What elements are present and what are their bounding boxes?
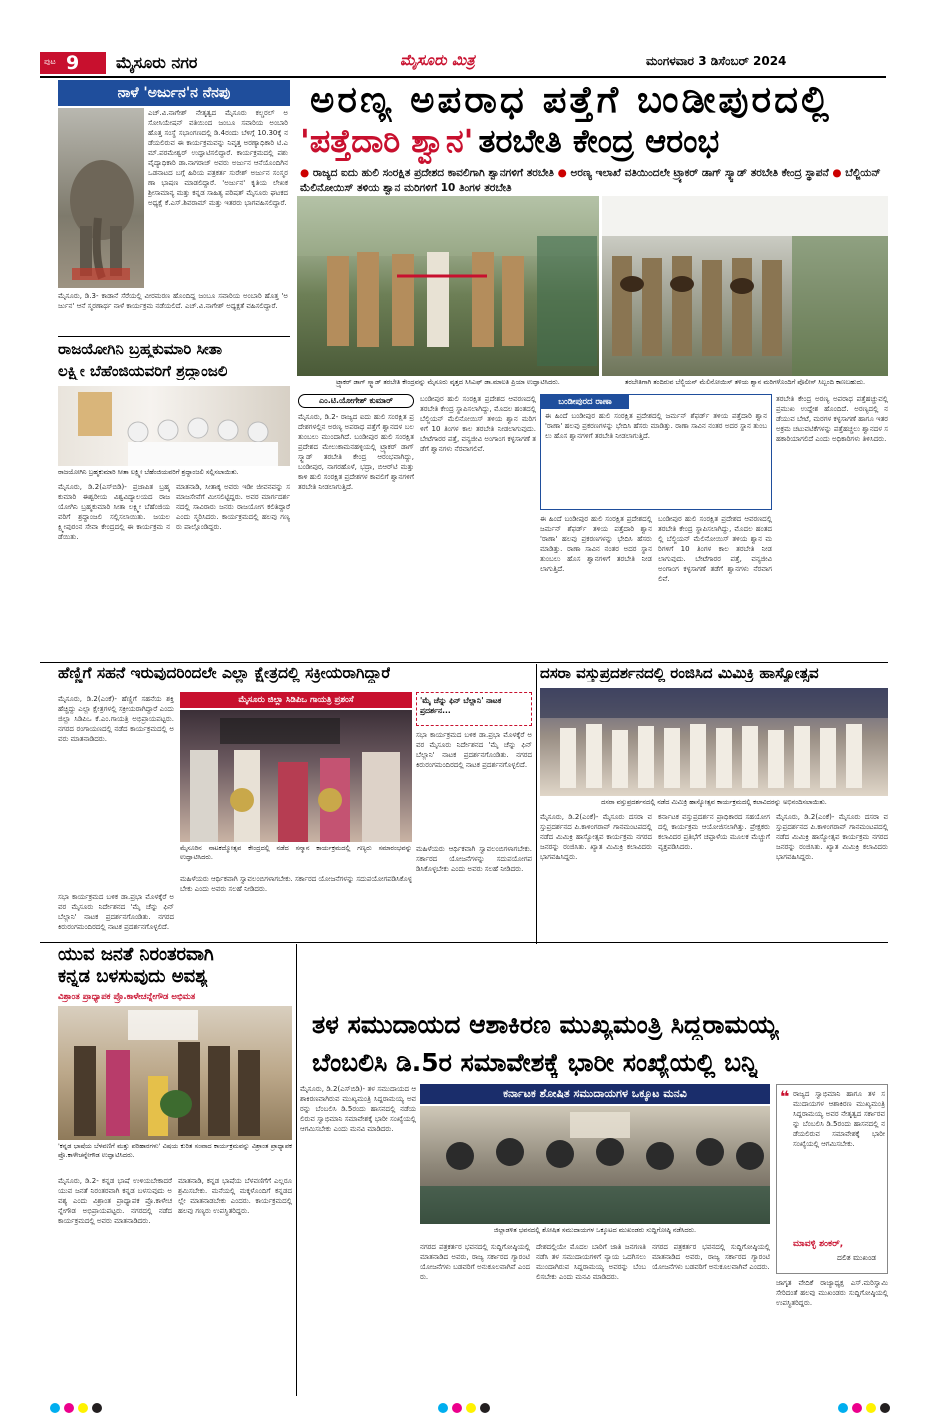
cm-col-2: ನಗರದ ಪತ್ರಕರ್ತರ ಭವನದಲ್ಲಿ ಸುದ್ದಿಗೋಷ್ಠಿಯಲ್ಲಿ ಮಾತನಾಡಿದ ಅವರು, ರಾಜ್ಯ ಸರ್ಕಾರದ ಗ್ಯಾರಂಟಿ ಯೋಜನೆಗಳು ಬಡವರಿಗೆ ಅನುಕೂಲವಾಗಿವೆ ಎಂದರು. (420, 1243, 530, 1281)
arjuna-caption: ಮೈಸೂರು, ಡಿ.3- ಕಾಡಾನೆ ಸೆರೆಯಲ್ಲಿ ವೀರಮರಣ ಹೊಂದಿದ್ದ ಜಂಬೂ ಸವಾರಿಯ ಅಂಬಾರಿ ಹೊತ್ತ 'ಅರ್ಜುನ' ಆನೆ ಸ್ಮರಣಾರ್ಥ ನಾಳೆ ಕಾರ್ಯಕ್ರಮ ನಡೆಯಲಿದೆ. ಎಚ್.ವಿ.ನಾಗೇಶ್ ಅಧ್ಯಕ್ಷತೆ ವಹಿಸಲಿದ್ದಾರೆ. (58, 292, 288, 310)
cm-quote-role: ದಲಿತ ಮುಖಂಡ (837, 1253, 877, 1262)
women-col-4: ಮಹಿಳೆಯರು ಆರ್ಥಿಕವಾಗಿ ಸ್ವಾವಲಂಬಿಗಳಾಗಬೇಕು. ಸರ್ಕಾರದ ಯೋಜನೆಗಳನ್ನು ಸದುಪಯೋಗಪಡಿಸಿಕೊಳ್ಳಬೇಕು ಎಂದು ಅವರು ಸಲಹೆ ನೀಡಿದರು. (416, 845, 532, 873)
women-col-2: ಮಹಿಳೆಯರು ಆರ್ಥಿಕವಾಗಿ ಸ್ವಾವಲಂಬಿಗಳಾಗಬೇಕು. ಸರ್ಕಾರದ ಯೋಜನೆಗಳನ್ನು ಸದುಪಯೋಗಪಡಿಸಿಕೊಳ್ಳಬೇಕು ಎಂದು ಅವರು ಸಲಹೆ ನೀಡಿದರು. (180, 875, 412, 893)
registration-dot-black (92, 1403, 102, 1413)
lead-photo-1 (297, 196, 599, 376)
women-headline: ಹೆಣ್ಣಿಗೆ ಸಹನೆ ಇರುವುದರಿಂದಲೇ ಎಲ್ಲಾ ಕ್ಷೇತ್ರದಲ್ಲಿ ಸಕ್ರೀಯರಾಗಿದ್ದಾರೆ (58, 664, 391, 682)
bullet-icon: ● (557, 167, 567, 179)
lead-col-4: ತರಬೇತಿ ಕೇಂದ್ರ ಅರಣ್ಯ ಅಪರಾಧ ಪತ್ತೆಹಚ್ಚುವಲ್ಲಿ ಪ್ರಮುಖ ಉದ್ದೇಶ ಹೊಂದಿದೆ. ಅರಣ್ಯದಲ್ಲಿ ನಡೆಯುವ ಬೇಟೆ, ಮರಗಳ ಕಳ್ಳಸಾಗಣೆ ಹಾಗೂ ಇತರ ಅಕ್ರಮ ಚಟುವಟಿಕೆಗಳನ್ನು ಪತ್ತೆಹಚ್ಚಲು ಶ್ವಾನದಳ ಸಹಕಾರಿಯಾಗಲಿದೆ ಎಂದು ಅಧಿಕಾರಿಗಳು ತಿಳಿಸಿದರು. (776, 395, 888, 443)
lead-col-1: ಮೈಸೂರು, ಡಿ.2- ರಾಜ್ಯದ ಐದು ಹುಲಿ ಸಂರಕ್ಷಿತ ಪ್ರದೇಶಗಳಲ್ಲಿನ ಅರಣ್ಯ ಅಪರಾಧ ಪತ್ತೆಗೆ ಶ್ವಾನದಳ ಬಲ ತುಂಬಲು ಮುಂದಾಗಿದೆ. ಬಂಡೀಪುರ ಹುಲಿ ಸಂರಕ್ಷಿತ ಪ್ರದೇಶದ ಮೇಲುಕಾಮನಹಳ್ಳಿಯಲ್ಲಿ ಟ್ರ್ಯಾಕರ್ ಡಾಗ್ ಸ್ಕ್ವಾಡ್ ತರಬೇತಿ ಕೇಂದ್ರ ಆರಂಭವಾಗಿದ್ದು, ಬಂಡೀಪುರ, ನಾಗರಹೊಳೆ, ಭದ್ರಾ, ಬಿಆರ್‌ಟಿ ಮತ್ತು ಕಾಳಿ ಹುಲಿ ಸಂರಕ್ಷಿತ ಪ್ರದೇಶಗಳ ಕಾವಲಿಗೆ ಶ್ವಾನಗಳಿಗೆ ತರಬೇತಿ ನೀಡಲಾಗುತ್ತಿದೆ. (298, 413, 414, 491)
arjuna-body: ಎಚ್.ವಿ.ನಾಗೇಶ್ ನೇತೃತ್ವದ ಮೈಸೂರು ಕಲ್ಚರಲ್ ಅಸೋಸಿಯೇಷನ್ ವತಿಯಿಂದ ಜಂಬೂ ಸವಾರಿಯ ಅಂಬಾರಿ ಹೊತ್ತ ಸಂಸ್ಥೆ ಸಭಾಂಗಣದಲ್ಲಿ ಡಿ.4ರಂದು ಬೆಳಿಗ್ಗೆ 10.30ಕ್ಕೆ ನಡೆಯಲಿರುವ ಈ ಕಾರ್ಯಕ್ರಮವನ್ನು ನಿವೃತ್ತ ಅರಣ್ಯಾಧಿಕಾರಿ ಟಿ.ಎಮ್.ಪರಮೇಶ್ವರ್ ಉದ್ಘಾಟಿಸಲಿದ್ದಾರೆ. ಕಾರ್ಯಕ್ರಮದಲ್ಲಿ ಪಶು ವೈದ್ಯಾಧಿಕಾರಿ ಡಾ.ನಾಗರಾಜ್ ಅವರು ಅರ್ಜುನ ಆನೆಯೊಂದಿಗಿನ ಒಡನಾಟದ ಬಗ್ಗೆ ಹಿರಿಯ ಪತ್ರಕರ್ತ ಸುರೇಶ್ ಅರ್ಜುನ ಸಂಸ್ಮರಣಾ ಭಾಷಣ ಮಾಡಲಿದ್ದಾರೆ. 'ಅರ್ಜುನ' ಕೃತಿಯ ಲೇಖಕ ಶ್ರೀಸಾಮಾನ್ಯ ಮತ್ತು ಕನ್ನಡ ಸಾಹಿತ್ಯ ಪರಿಷತ್ ಮೈಸೂರು ಘಟಕದ ಅಧ್ಯಕ್ಷೆ ಕೆ.ಎಸ್.ಶಿವರಾಮ್ ಮತ್ತು ಇತರರು ಭಾಗವಹಿಸಲಿದ್ದಾರೆ. (148, 109, 288, 207)
page-number-badge (40, 52, 106, 74)
lead-headline-1: ಅರಣ್ಯ ಅಪರಾಧ ಪತ್ತೆಗೆ ಬಂಡೀಪುರದಲ್ಲಿ (310, 78, 832, 121)
cm-quote-box (776, 1084, 888, 1274)
seetha-photo-figures (58, 386, 290, 466)
divider (40, 662, 888, 663)
women-photo-figures (180, 710, 412, 842)
dasara-photo (540, 688, 888, 796)
rana-sidebox (540, 394, 772, 510)
women-quote-text: 'ಮೈ ಚೆನ್ನು ಫಿನ್ ಬೆಲ್ಲಾನಿ' ನಾಟಕ ಪ್ರದರ್ಶನ... (420, 696, 502, 715)
paper-name: ಮೈಸೂರು ಮಿತ್ರ (400, 51, 475, 69)
kannada-col-1: ಮೈಸೂರು, ಡಿ.2- ಕನ್ನಡ ಭಾಷೆ ಉಳಿಯಬೇಕಾದರೆ ಯುವ ಜನತೆ ನಿರಂತರವಾಗಿ ಕನ್ನಡ ಬಳಸುವುದು ಅವಶ್ಯ ಎಂದು ವಿಶ್ರಾಂತ ಪ್ರಾಧ್ಯಾಪಕ ಪ್ರೊ.ಕಾಳೇಚನ್ನೇಗೌಡ ಅಭಿಪ್ರಾಯಪಟ್ಟರು. ನಗರದಲ್ಲಿ ನಡೆದ ಕಾರ್ಯಕ್ರಮದಲ್ಲಿ ಅವರು ಮಾತನಾಡಿದರು. (58, 1177, 172, 1225)
cm-headline-1: ತಳ ಸಮುದಾಯದ ಆಶಾಕಿರಣ ಮುಖ್ಯಮಂತ್ರಿ ಸಿದ್ದರಾಮಯ್ಯ (312, 1010, 779, 1039)
women-quote-box (416, 692, 532, 726)
lead-col-2: ಬಂಡೀಪುರ ಹುಲಿ ಸಂರಕ್ಷಿತ ಪ್ರದೇಶದ ಆವರಣದಲ್ಲಿ ತರಬೇತಿ ಕೇಂದ್ರ ಸ್ಥಾಪಿಸಲಾಗಿದ್ದು, ಮೊದಲ ಹಂತದಲ್ಲಿ ಬೆಲ್ಜಿಯನ್ ಮೆಲಿನೋಯಿಸ್ ತಳಿಯ ಶ್ವಾನ ಮರಿಗಳಿಗೆ 10 ತಿಂಗಳ ಕಾಲ ತರಬೇತಿ ನೀಡಲಾಗುವುದು. ಬೇಟೆಗಾರರ ಪತ್ತೆ, ವನ್ಯಜೀವಿ ಅಂಗಾಂಗ ಕಳ್ಳಸಾಗಣೆ ತಡೆಗೆ ಶ್ವಾನಗಳು ನೆರವಾಗಲಿವೆ. (420, 395, 536, 453)
women-banner (180, 692, 412, 708)
arjuna-heading: ನಾಳೆ 'ಅರ್ಜುನ'ನ ನೆನಪು (117, 85, 231, 101)
byline-text: ಎಂ.ಟಿ.ಯೋಗೇಶ್ ಕುಮಾರ್ (319, 396, 393, 405)
lead-bullet-3: ಬೆಲ್ಜಿಯನ್ ಮೆಲಿನೋಯಿಸ್ ತಳಿಯ ಶ್ವಾನ ಮರಿಗಳಿಗೆ 10 ತಿಂಗಳ ತರಬೇತಿ (300, 167, 881, 194)
registration-dot-magenta (852, 1403, 862, 1413)
seetha-headline-1: ರಾಜಯೋಗಿನಿ ಬ್ರಹ್ಮಕುಮಾರಿ ಸೀತಾ (58, 340, 223, 358)
cm-headline-2: ಬೆಂಬಲಿಸಿ ಡಿ.5ರ ಸಮಾವೇಶಕ್ಕೆ ಭಾರೀ ಸಂಖ್ಯೆಯಲ್ಲಿ ಬನ್ನಿ (312, 1048, 759, 1077)
lead-photo-1-figures (297, 196, 599, 376)
kannada-caption: 'ಕನ್ನಡ ಭಾಷೆಯ ಬೆಳವಣಿಗೆ ಮತ್ತು ಪರಿಹಾರಗಳು' ವಿಷಯ ಕುರಿತ ಸಂವಾದ ಕಾರ್ಯಕ್ರಮವನ್ನು ವಿಶ್ರಾಂತ ಪ್ರಾಧ್ಯಾಪಕ ಪ್ರೊ.ಕಾಳೇಚನ್ನೇಗೌಡ ಉದ್ಘಾಟಿಸಿದರು. (58, 1142, 292, 1172)
cm-photo (420, 1106, 770, 1224)
registration-dot-black (480, 1403, 490, 1413)
lead-bullet-2: ಅರಣ್ಯ ಇಲಾಖೆ ವತಿಯಿಂದಲೇ ಟ್ರ್ಯಾಕರ್ ಡಾಗ್ ಸ್ಕ್ವಾಡ್ ತರಬೇತಿ ಕೇಂದ್ರ ಸ್ಥಾಪನೆ (570, 167, 829, 179)
women-caption: ಮೈಸೂರಿನ ನಾಟಕದ್ಮೋತ್ಸವ ಕೇಂದ್ರದಲ್ಲಿ ನಡೆದ ಸನ್ಮಾನ ಕಾರ್ಯಕ್ರಮದಲ್ಲಿ ಗಣ್ಯರು ಸಮಾರಂಭವನ್ನು ಉದ್ಘಾಟಿಸಿದರು. (180, 844, 412, 872)
lead-bullet-1: ರಾಜ್ಯದ ಐದು ಹುಲಿ ಸಂರಕ್ಷಿತ ಪ್ರದೇಶದ ಕಾವಲಿಗಾಗಿ ಶ್ವಾನಗಳಿಗೆ ತರಬೇತಿ (312, 167, 555, 179)
elephant-illustration (58, 108, 144, 288)
cm-quote-text: ರಾಜ್ಯದ ಸ್ವಾಭಿಮಾನಿ ಹಾಗೂ ತಳ ಸಮುದಾಯಗಳ ಆಶಾಕಿರಣ ಮುಖ್ಯಮಂತ್ರಿ ಸಿದ್ದರಾಮಯ್ಯ ಅವರ ನೇತೃತ್ವದ ಸರ್ಕಾರವನ್ನು ಬೆಂಬಲಿಸಿ ಡಿ.5ರಂದು ಹಾಸನದಲ್ಲಿ ನಡೆಯಲಿರುವ ಸಮಾವೇಶಕ್ಕೆ ಭಾರೀ ಸಂಖ್ಯೆಯಲ್ಲಿ ಆಗಮಿಸಬೇಕು. (793, 1090, 885, 1148)
rana-sidebox-head: ಬಂಡೀಪುರದ ರಾಣಾ (541, 395, 629, 409)
divider (296, 944, 297, 1396)
dasara-headline: ದಸರಾ ವಸ್ತುಪ್ರದರ್ಶನದಲ್ಲಿ ರಂಜಿಸಿದ ಮಿಮಿಕ್ರಿ ಹಾಸ್ಯೋತ್ಸವ (540, 664, 819, 682)
lead-headline-quoted: 'ಪತ್ತೆದಾರಿ ಶ್ವಾನ' (300, 122, 474, 160)
registration-dot-magenta (452, 1403, 462, 1413)
cm-col-3: ದೇಶದಲ್ಲಿಯೇ ಮೊದಲ ಬಾರಿಗೆ ಜಾತಿ ಜನಗಣತಿ ನಡೆಸಿ ತಳ ಸಮುದಾಯಗಳಿಗೆ ನ್ಯಾಯ ಒದಗಿಸಲು ಮುಂದಾಗಿರುವ ಸಿದ್ದರಾಮಯ್ಯ ಅವರನ್ನು ಬೆಂಬಲಿಸಬೇಕು ಎಂದು ಮನವಿ ಮಾಡಿದರು. (536, 1243, 646, 1281)
page-number: 9 (66, 52, 80, 74)
seetha-col-1: ಮೈಸೂರು, ಡಿ.2(ಎಸ್‌ಬಿಡಿ)- ಪ್ರಜಾಪಿತ ಬ್ರಹ್ಮಕುಮಾರಿ ಈಶ್ವರೀಯ ವಿಶ್ವವಿದ್ಯಾಲಯದ ರಾಜಯೋಗಿನಿ ಬ್ರಹ್ಮಕುಮಾರಿ ಸೀತಾ ಲಕ್ಷ್ಮೀ ಬೆಹೆಂಜಿಯವರಿಗೆ ಶ್ರದ್ಧಾಂಜಲಿ ಸಲ್ಲಿಸಲಾಯಿತು. ಜಯಲಕ್ಷ್ಮೀಪುರಂನ ಸೇವಾ ಕೇಂದ್ರದಲ್ಲಿ ಈ ಕಾರ್ಯಕ್ರಮ ನಡೆಯಿತು. (58, 483, 170, 541)
registration-dot-blue (838, 1403, 848, 1413)
cm-col-1: ಮೈಸೂರು, ಡಿ.2(ಎಸ್‌ಬಿಡಿ)- ತಳ ಸಮುದಾಯದ ಆಶಾಕಿರಣವಾಗಿರುವ ಮುಖ್ಯಮಂತ್ರಿ ಸಿದ್ದರಾಮಯ್ಯ ಅವರನ್ನು ಬೆಂಬಲಿಸಿ ಡಿ.5ರಂದು ಹಾಸನದಲ್ಲಿ ನಡೆಯಲಿರುವ ಸ್ವಾಭಿಮಾನಿ ಸಮಾವೇಶಕ್ಕೆ ಭಾರೀ ಸಂಖ್ಯೆಯಲ್ಲಿ ಆಗಮಿಸಬೇಕು ಎಂದು ಮನವಿ ಮಾಡಿದರು. (300, 1085, 416, 1133)
registration-dot-magenta (64, 1403, 74, 1413)
women-col-1: ಮೈಸೂರು, ಡಿ.2(ಎಂಕೆ)- ಹೆಣ್ಣಿಗೆ ಸಹನೆಯ ಶಕ್ತಿ ಹೆಚ್ಚಿದ್ದು ಎಲ್ಲಾ ಕ್ಷೇತ್ರಗಳಲ್ಲಿ ಸಕ್ರೀಯರಾಗಿದ್ದಾರೆ ಎಂದು ಜಿಲ್ಲಾ ಸಿಡಿಪಿಒ ಕೆ.ಎಂ.ಗಾಯತ್ರಿ ಅಭಿಪ್ರಾಯಪಟ್ಟರು. ನಗರದ ರಂಗಾಯಣದಲ್ಲಿ ನಡೆದ ಕಾರ್ಯಕ್ರಮದಲ್ಲಿ ಅವರು ಮಾತನಾಡಿದರು. (58, 695, 174, 743)
dasara-col-2: ಕರ್ನಾಟಕ ವಸ್ತುಪ್ರದರ್ಶನ ಪ್ರಾಧಿಕಾರದ ಸಹಯೋಗದಲ್ಲಿ ಕಾರ್ಯಕ್ರಮ ಆಯೋಜಿಸಲಾಗಿತ್ತು. ಪ್ರೇಕ್ಷಕರು ಕಲಾವಿದರ ಪ್ರತಿಭೆಗೆ ಚಪ್ಪಾಳೆಯ ಮೂಲಕ ಮೆಚ್ಚುಗೆ ವ್ಯಕ್ತಪಡಿಸಿದರು. (658, 813, 770, 851)
registration-dot-yellow (866, 1403, 876, 1413)
cm-banner-text: ಕರ್ನಾಟಕ ಶೋಷಿತ ಸಮುದಾಯಗಳ ಒಕ್ಕೂಟ ಮನವಿ (503, 1087, 687, 1100)
page-label: ಪುಟ (44, 57, 56, 66)
lead-photo-2-caption: ತರಬೇತಿಗಾಗಿ ತಂದಿರುವ ಬೆಲ್ಜಿಯನ್ ಮೆಲಿನೋಯಿಸ್ ತಳಿಯ ಶ್ವಾನ ಮರಿಗಳೊಂದಿಗೆ ಪೊಲೀಸ್ ಸಿಬ್ಬಂದಿ ಕಾಣಬಹುದು. (602, 378, 888, 388)
cm-col-3b: ನಗರದ ಪತ್ರಕರ್ತರ ಭವನದಲ್ಲಿ ಸುದ್ದಿಗೋಷ್ಠಿಯಲ್ಲಿ ಮಾತನಾಡಿದ ಅವರು, ರಾಜ್ಯ ಸರ್ಕಾರದ ಗ್ಯಾರಂಟಿ ಯೋಜನೆಗಳು ಬಡವರಿಗೆ ಅನುಕೂಲವಾಗಿವೆ ಎಂದರು. (652, 1243, 770, 1271)
lead-headline-rest: ತರಬೇತಿ ಕೇಂದ್ರ ಆರಂಭ (478, 122, 720, 160)
kannada-headline-2: ಕನ್ನಡ ಬಳಸುವುದು ಅವಶ್ಯ (58, 966, 208, 987)
dasara-caption: ದಸರಾ ವಸ್ತುಪ್ರದರ್ಶನದಲ್ಲಿ ನಡೆದ ಮಿಮಿಕ್ರಿ ಹಾಸ್ಯೋತ್ಸವ ಕಾರ್ಯಕ್ರಮದಲ್ಲಿ ಕಲಾವಿದರನ್ನು ಅಭಿನಂದಿಸಲಾಯಿತು. (540, 798, 888, 808)
registration-dot-yellow (78, 1403, 88, 1413)
seetha-caption: ರಾಜಯೋಗಿನಿ ಬ್ರಹ್ಮಕುಮಾರಿ ಸೀತಾ ಲಕ್ಷ್ಮೀ ಬೆಹೆಂಜಿಯವರಿಗೆ ಶ್ರದ್ಧಾಂಜಲಿ ಸಲ್ಲಿಸಲಾಯಿತು. (58, 468, 290, 478)
women-col-1b: ಸಭಾ ಕಾರ್ಯಕ್ರಮದ ಬಳಿಕ ಡಾ.ಪ್ರಭಾ ಮೊಳಕ್ಕೆರೆ ಅವರ ಮೈಸೂರು ನಿರ್ದೇಶನದ 'ಮೈ ಚೆನ್ನು ಫಿನ್ ಬೆಲ್ಲಾನಿ' ನಾಟಕ ಪ್ರದರ್ಶನಗೊಂಡಿತು. ನಗರದ ಕಿರುರಂಗಮಂದಿರದಲ್ಲಿ ನಾಟಕ ಪ್ರದರ್ಶನಗೊಳ್ಳಲಿದೆ. (58, 893, 174, 931)
kannada-photo-figures (58, 1006, 292, 1140)
rana-sidebox-body: ಈ ಹಿಂದೆ ಬಂಡೀಪುರ ಹುಲಿ ಸಂರಕ್ಷಿತ ಪ್ರದೇಶದಲ್ಲಿ ಜರ್ಮನ್ ಶೆಫರ್ಡ್ ತಳಿಯ ಪತ್ತೆದಾರಿ ಶ್ವಾನ 'ರಾಣಾ' ಹಲವು ಪ್ರಕರಣಗಳನ್ನು ಭೇದಿಸಿ ಹೆಸರು ಮಾಡಿತ್ತು. ರಾಣಾ ಸಾವಿನ ನಂತರ ಅದರ ಸ್ಥಾನ ತುಂಬಲು ಹೊಸ ಶ್ವಾನಗಳಿಗೆ ತರಬೇತಿ ನೀಡಲಾಗುತ್ತಿದೆ. (545, 412, 767, 440)
lead-photo-2 (602, 196, 888, 376)
registration-dot-blue (50, 1403, 60, 1413)
quote-icon: ❝ (780, 1087, 790, 1106)
kannada-subhead: ವಿಶ್ರಾಂತ ಪ್ರಾಧ್ಯಾಪಕ ಪ್ರೊ.ಕಾಳೇಚನ್ನೇಗೌಡ ಅಭಿಮತ (58, 992, 196, 1002)
women-col-3: ಸಭಾ ಕಾರ್ಯಕ್ರಮದ ಬಳಿಕ ಡಾ.ಪ್ರಭಾ ಮೊಳಕ್ಕೆರೆ ಅವರ ಮೈಸೂರು ನಿರ್ದೇಶನದ 'ಮೈ ಚೆನ್ನು ಫಿನ್ ಬೆಲ್ಲಾನಿ' ನಾಟಕ ಪ್ರದರ್ಶನಗೊಂಡಿತು. ನಗರದ ಕಿರುರಂಗಮಂದಿರದಲ್ಲಿ ನಾಟಕ ಪ್ರದರ್ಶನಗೊಳ್ಳಲಿದೆ. (416, 731, 532, 769)
registration-dot-black (880, 1403, 890, 1413)
women-banner-text: ಮೈಸೂರು ಜಿಲ್ಲಾ ಸಿಡಿಪಿಒ ಗಾಯತ್ರಿ ಪ್ರಶಂಸೆ (238, 695, 354, 705)
divider (536, 664, 537, 944)
elephant-photo (58, 108, 144, 288)
kannada-headline-1: ಯುವ ಜನತೆ ನಿರಂತರವಾಗಿ (58, 944, 214, 965)
cm-photo-figures (420, 1106, 770, 1224)
women-photo (180, 710, 412, 842)
dasara-photo-figures (540, 688, 888, 796)
cm-col-4: ಜಾಗೃತ ವೇದಿಕೆ ರಾಜ್ಯಾಧ್ಯಕ್ಷ ಎಸ್.ಮರಿಸ್ವಾಮಿ ಸೇರಿದಂತೆ ಹಲವು ಮುಖಂಡರು ಸುದ್ದಿಗೋಷ್ಠಿಯಲ್ಲಿ ಉಪಸ್ಥಿತರಿದ್ದರು. (776, 1279, 888, 1307)
lead-col-3b: ಬಂಡೀಪುರ ಹುಲಿ ಸಂರಕ್ಷಿತ ಪ್ರದೇಶದ ಆವರಣದಲ್ಲಿ ತರಬೇತಿ ಕೇಂದ್ರ ಸ್ಥಾಪಿಸಲಾಗಿದ್ದು, ಮೊದಲ ಹಂತದಲ್ಲಿ ಬೆಲ್ಜಿಯನ್ ಮೆಲಿನೋಯಿಸ್ ತಳಿಯ ಶ್ವಾನ ಮರಿಗಳಿಗೆ 10 ತಿಂಗಳ ಕಾಲ ತರಬೇತಿ ನೀಡಲಾಗುವುದು. ಬೇಟೆಗಾರರ ಪತ್ತೆ, ವನ್ಯಜೀವಿ ಅಂಗಾಂಗ ಕಳ್ಳಸಾಗಣೆ ತಡೆಗೆ ಶ್ವಾನಗಳು ನೆರವಾಗಲಿವೆ. (658, 515, 772, 583)
byline (298, 394, 414, 408)
lead-col-3: ಈ ಹಿಂದೆ ಬಂಡೀಪುರ ಹುಲಿ ಸಂರಕ್ಷಿತ ಪ್ರದೇಶದಲ್ಲಿ ಜರ್ಮನ್ ಶೆಫರ್ಡ್ ತಳಿಯ ಪತ್ತೆದಾರಿ ಶ್ವಾನ 'ರಾಣಾ' ಹಲವು ಪ್ರಕರಣಗಳನ್ನು ಭೇದಿಸಿ ಹೆಸರು ಮಾಡಿತ್ತು. ರಾಣಾ ಸಾವಿನ ನಂತರ ಅದರ ಸ್ಥಾನ ತುಂಬಲು ಹೊಸ ಶ್ವಾನಗಳಿಗೆ ತರಬೇತಿ ನೀಡಲಾಗುತ್ತಿದೆ. (540, 515, 652, 573)
seetha-col-2: ಮಾತನಾಡಿ, ಸೀತಾಕ್ಕ ಅವರು ಇಡೀ ಜೀವನವನ್ನು ಸಮಾಜಸೇವೆಗೆ ಮೀಸಲಿಟ್ಟಿದ್ದರು. ಅವರ ಮಾರ್ಗದರ್ಶನದಲ್ಲಿ ಸಾವಿರಾರು ಜನರು ರಾಜಯೋಗ ಕಲಿತಿದ್ದಾರೆ ಎಂದು ಸ್ಮರಿಸಿದರು. ಕಾರ್ಯಕ್ರಮದಲ್ಲಿ ಹಲವು ಗಣ್ಯರು ಪಾಲ್ಗೊಂಡಿದ್ದರು. (176, 483, 290, 531)
kannada-col-2: ಮಾತನಾಡಿ, ಕನ್ನಡ ಭಾಷೆಯ ಬೆಳವಣಿಗೆಗೆ ಎಲ್ಲರೂ ಶ್ರಮಿಸಬೇಕು. ಮನೆಯಲ್ಲಿ ಮಕ್ಕಳೊಂದಿಗೆ ಕನ್ನಡದಲ್ಲೇ ಮಾತನಾಡಬೇಕು ಎಂದರು. ಕಾರ್ಯಕ್ರಮದಲ್ಲಿ ಹಲವು ಗಣ್ಯರು ಉಪಸ್ಥಿತರಿದ್ದರು. (178, 1177, 292, 1215)
seetha-headline-2: ಲಕ್ಷ್ಮೀ ಬೆಹೆಂಜಿಯವರಿಗೆ ಶ್ರದ್ಧಾಂಜಲಿ (58, 362, 228, 380)
kannada-photo (58, 1006, 292, 1140)
lead-photo-1-caption: ಟ್ರ್ಯಾಕರ್ ಡಾಗ್ ಸ್ಕ್ವಾಡ್ ತರಬೇತಿ ಕೇಂದ್ರವನ್ನು ಮೈಸೂರು ವೃತ್ತದ ಸಿಸಿಎಫ್ ಡಾ.ಮಾಲತಿ ಪ್ರಿಯಾ ಉದ್ಘಾಟಿಸಿದರು. (297, 378, 599, 388)
bullet-icon: ● (300, 167, 310, 179)
lead-headline-2 (300, 122, 719, 161)
cm-quote-name: ಮಾವಳ್ಳಿ ಶಂಕರ್, (793, 1239, 844, 1249)
dasara-col-1: ಮೈಸೂರು, ಡಿ.2(ಎಂಕೆ)- ಮೈಸೂರು ದಸರಾ ವಸ್ತುಪ್ರದರ್ಶನದ ಪಿ.ಕಾಳಿಂಗರಾವ್ ಗಾನಮಂಟಪದಲ್ಲಿ ನಡೆದ ಮಿಮಿಕ್ರಿ ಹಾಸ್ಯೋತ್ಸವ ಕಾರ್ಯಕ್ರಮ ನಗರದ ಜನರನ್ನು ರಂಜಿಸಿತು. ಖ್ಯಾತ ಮಿಮಿಕ್ರಿ ಕಲಾವಿದರು ಭಾಗವಹಿಸಿದ್ದರು. (540, 813, 652, 861)
section-name: ಮೈಸೂರು ನಗರ (116, 53, 198, 72)
divider (40, 942, 888, 943)
divider (58, 336, 290, 337)
registration-dot-yellow (466, 1403, 476, 1413)
arjuna-heading-box (58, 80, 290, 106)
registration-dot-blue (438, 1403, 448, 1413)
cm-banner (420, 1084, 770, 1104)
dasara-col-3: ಮೈಸೂರು, ಡಿ.2(ಎಂಕೆ)- ಮೈಸೂರು ದಸರಾ ವಸ್ತುಪ್ರದರ್ಶನದ ಪಿ.ಕಾಳಿಂಗರಾವ್ ಗಾನಮಂಟಪದಲ್ಲಿ ನಡೆದ ಮಿಮಿಕ್ರಿ ಹಾಸ್ಯೋತ್ಸವ ಕಾರ್ಯಕ್ರಮ ನಗರದ ಜನರನ್ನು ರಂಜಿಸಿತು. ಖ್ಯಾತ ಮಿಮಿಕ್ರಿ ಕಲಾವಿದರು ಭಾಗವಹಿಸಿದ್ದರು. (776, 813, 888, 861)
cm-caption: ಜಿಲ್ಲಾಡಳಿತ ಭವನದಲ್ಲಿ ಶೋಷಿತ ಸಮುದಾಯಗಳ ಒಕ್ಕೂಟದ ಮುಖಂಡರು ಸುದ್ದಿಗೋಷ್ಠಿ ನಡೆಸಿದರು. (420, 1226, 770, 1238)
issue-date: ಮಂಗಳವಾರ 3 ಡಿಸೆಂಬರ್ 2024 (646, 54, 787, 68)
lead-photo-2-figures (602, 196, 888, 376)
bullet-icon: ● (832, 167, 842, 179)
seetha-photo (58, 386, 290, 466)
lead-bullets (300, 166, 890, 196)
